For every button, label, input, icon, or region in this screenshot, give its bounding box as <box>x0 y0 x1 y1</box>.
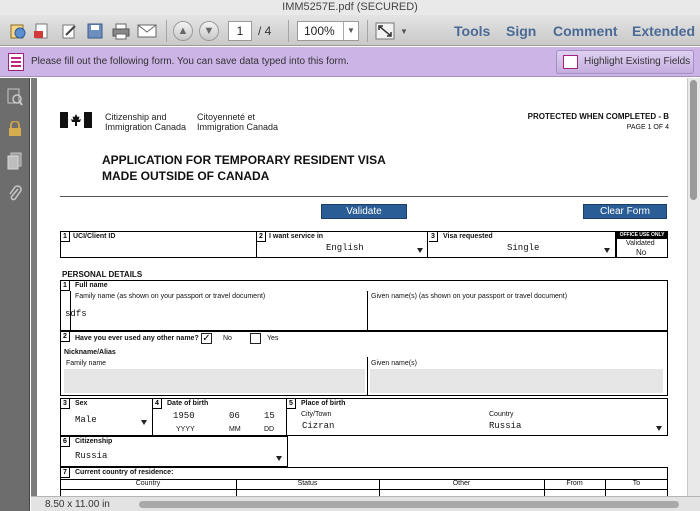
highlight-fields-label: Highlight Existing Fields <box>584 56 691 67</box>
toolbar-separator <box>166 20 167 42</box>
protected-label: PROTECTED WHEN COMPLETED - B <box>527 112 669 121</box>
country-value: Russia <box>489 421 522 431</box>
pob-label: Place of birth <box>301 400 346 407</box>
given-name-input[interactable] <box>371 306 661 328</box>
page-of-label: PAGE 1 OF 4 <box>626 124 669 131</box>
service-number: 2 <box>257 232 266 242</box>
toolbar-separator <box>288 20 289 42</box>
form-notification-bar <box>0 47 700 77</box>
dob-day-input[interactable]: 15 <box>264 411 275 421</box>
personal-details-heading: PERSONAL DETAILS <box>62 270 143 279</box>
alias-family-label: Family name <box>66 360 107 367</box>
fullname-number: 1 <box>61 281 70 291</box>
visa-label: Visa requested <box>443 233 493 240</box>
form-icon <box>8 53 24 71</box>
toolbar <box>0 15 700 46</box>
family-name-label: Family name (as shown on your passport or travel document) <box>75 293 266 300</box>
zoom-select[interactable] <box>297 21 359 41</box>
validated-label: Validated <box>626 240 655 247</box>
sex-number: 3 <box>61 399 70 409</box>
clear-form-button[interactable]: Clear Form <box>583 204 667 219</box>
fit-options-chevron-icon[interactable]: ▼ <box>400 26 408 36</box>
uci-label: UCI/Client ID <box>73 233 116 240</box>
dob-year-input[interactable]: 1950 <box>173 411 195 421</box>
chevron-down-icon <box>417 248 423 253</box>
zoom-value: 100% <box>304 24 335 38</box>
status-bar <box>31 496 700 511</box>
residence-number: 7 <box>61 468 70 478</box>
attachment-icon[interactable] <box>6 184 24 202</box>
window-title: IMM5257E.pdf (SECURED) <box>0 0 700 15</box>
fit-page-icon[interactable] <box>374 21 396 41</box>
other-name-question: Have you ever used any other name? <box>75 335 199 342</box>
page-thumbnails-icon[interactable] <box>6 88 24 106</box>
lock-icon[interactable] <box>6 120 24 138</box>
dept-name-fr-line1: Citoyenneté et <box>197 112 256 122</box>
country-label: Country <box>489 411 514 418</box>
family-name-input[interactable] <box>65 306 363 328</box>
nickname-label: Nickname/Alias <box>64 349 116 356</box>
citizenship-value: Russia <box>75 451 108 461</box>
navigation-panel <box>0 78 30 511</box>
other-name-no-label: No <box>223 335 232 342</box>
residence-col-to: To <box>632 480 641 487</box>
sex-select[interactable] <box>64 414 150 428</box>
dob-yyyy-label: YYYY <box>176 426 195 433</box>
fullname-label: Full name <box>75 282 108 289</box>
dept-name-en-line1: Citizenship and <box>105 112 167 122</box>
sex-label: Sex <box>75 400 88 407</box>
office-use-label: OFFICE USE ONLY <box>617 232 667 239</box>
page-number-input[interactable]: 1 <box>228 21 252 41</box>
sign-button[interactable]: Sign <box>506 23 537 39</box>
highlight-fields-icon <box>563 55 578 69</box>
country-select[interactable] <box>488 420 666 434</box>
city-input[interactable] <box>300 420 480 434</box>
horizontal-scroll-thumb[interactable] <box>139 501 679 508</box>
uci-number: 1 <box>61 232 70 242</box>
city-value: Cizran <box>302 421 335 431</box>
visa-number: 3 <box>429 232 438 242</box>
vertical-scroll-thumb[interactable] <box>690 80 697 200</box>
city-label: City/Town <box>301 411 332 418</box>
dob-label: Date of birth <box>167 400 209 407</box>
chevron-down-icon <box>656 426 662 431</box>
residence-label: Current country of residence: <box>75 469 174 476</box>
page-up-icon[interactable]: ▲ <box>173 21 193 41</box>
create-pdf-icon[interactable] <box>7 21 29 41</box>
uci-input[interactable] <box>73 244 253 256</box>
service-select[interactable] <box>258 242 426 256</box>
document-area <box>31 78 700 511</box>
residence-col-from: From <box>566 480 583 487</box>
form-title-line2: MADE OUTSIDE OF CANADA <box>102 169 270 183</box>
validated-value: No <box>636 248 647 257</box>
dob-number: 4 <box>153 399 162 409</box>
visa-select[interactable] <box>430 242 614 256</box>
alias-family-input[interactable] <box>64 369 365 393</box>
citizenship-label: Citizenship <box>75 438 113 445</box>
chevron-down-icon <box>604 248 610 253</box>
pages-icon[interactable] <box>6 152 24 170</box>
tools-button[interactable]: Tools <box>454 23 491 39</box>
alias-given-input[interactable] <box>370 369 663 393</box>
chevron-down-icon <box>141 420 147 425</box>
page-down-icon[interactable]: ▼ <box>199 21 219 41</box>
header-divider <box>60 196 668 197</box>
residence-col-other: Other <box>452 480 471 487</box>
other-name-yes-checkbox[interactable] <box>250 333 261 344</box>
visa-value: Single <box>507 243 540 253</box>
chevron-down-icon <box>276 456 282 461</box>
residence-header-rule <box>60 489 668 490</box>
fullname-divider <box>367 291 368 331</box>
pob-number: 5 <box>287 399 296 409</box>
page-size-label: 8.50 x 11.00 in <box>45 499 110 510</box>
validate-button[interactable]: Validate <box>321 204 407 219</box>
dob-dd-label: DD <box>264 426 275 433</box>
citizenship-select[interactable] <box>73 450 285 464</box>
form-message: Please fill out the following form. You can save data typed into this form. <box>31 56 349 67</box>
given-name-label: Given name(s) (as shown on your passport or travel document) <box>371 293 568 300</box>
other-name-number: 2 <box>61 332 70 342</box>
form-title <box>102 152 386 184</box>
page-total: / 4 <box>258 24 272 38</box>
toolbar-separator <box>367 20 368 42</box>
highlight-fields-button[interactable] <box>556 50 694 74</box>
form-title-line1: APPLICATION FOR TEMPORARY RESIDENT VISA <box>102 153 386 167</box>
dob-mm-label: MM <box>229 426 241 433</box>
print-icon[interactable] <box>110 21 132 41</box>
residence-col-country: Country <box>135 480 161 487</box>
sex-value: Male <box>75 415 97 425</box>
vertical-scrollbar[interactable] <box>687 78 700 496</box>
dob-month-input[interactable]: 06 <box>229 411 240 421</box>
canada-flag-icon <box>60 112 92 128</box>
email-icon[interactable] <box>136 21 158 41</box>
save-icon[interactable] <box>84 21 106 41</box>
other-name-yes-label: Yes <box>267 335 279 342</box>
alias-divider <box>367 357 368 396</box>
family-name-value: sdfs <box>65 309 87 319</box>
chevron-down-icon[interactable]: ▼ <box>343 22 358 40</box>
pdf-page <box>37 78 687 496</box>
other-name-no-checkbox[interactable]: ✓ <box>202 333 211 344</box>
dept-name-en-line2: Immigration Canada <box>105 122 187 132</box>
extended-button[interactable]: Extended <box>632 23 696 39</box>
dept-name-fr-line2: Immigration Canada <box>197 122 279 132</box>
alias-given-label: Given name(s) <box>371 360 417 367</box>
residence-col-status: Status <box>297 480 318 487</box>
service-value: English <box>326 243 364 253</box>
service-label: I want service in <box>269 233 324 240</box>
citizenship-number: 6 <box>61 437 70 447</box>
comment-button[interactable]: Comment <box>553 23 618 39</box>
edit-icon[interactable] <box>58 21 80 41</box>
open-pdf-icon[interactable] <box>31 21 53 41</box>
